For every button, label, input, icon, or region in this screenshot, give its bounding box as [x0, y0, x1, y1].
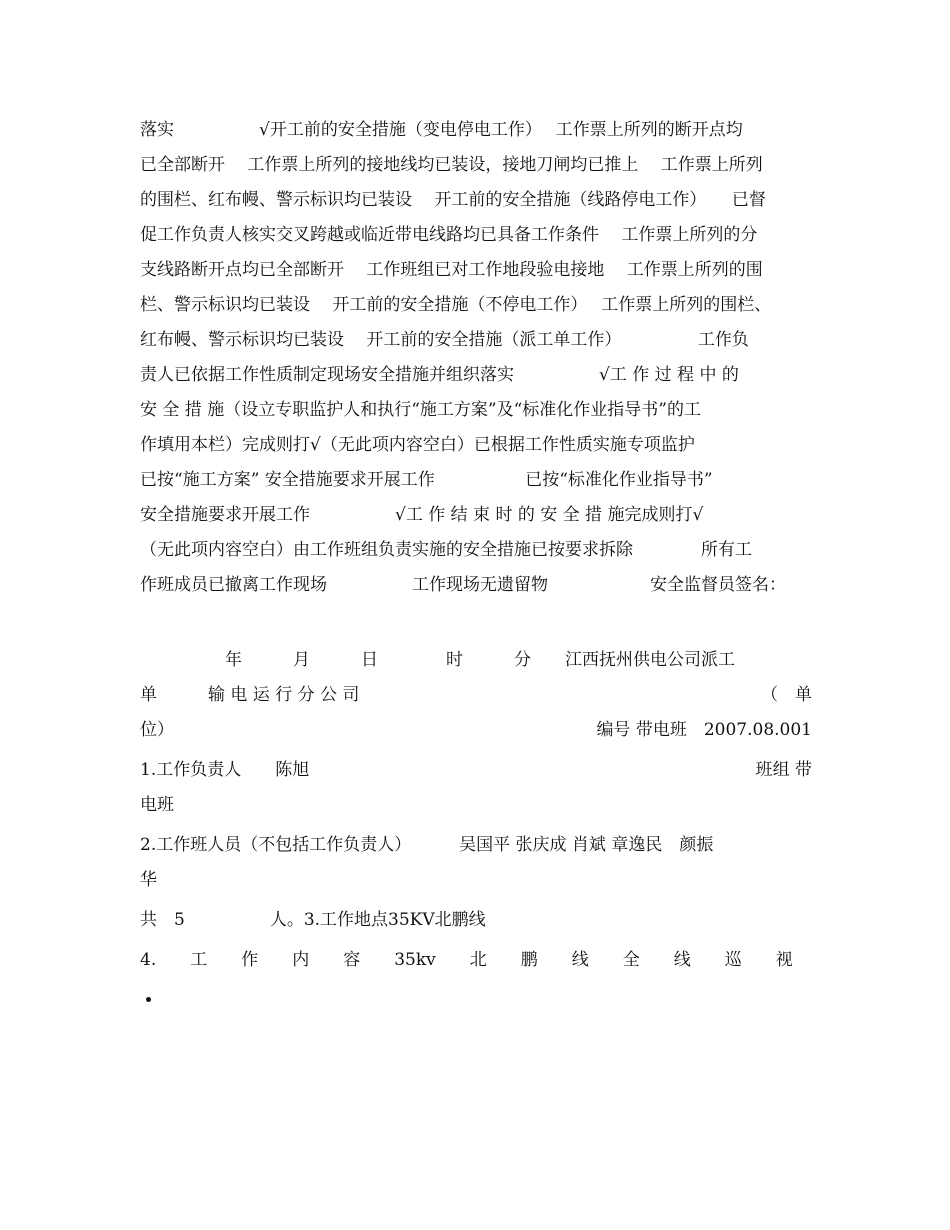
text-line-1: 落实 √开工前的安全措施（变电停电工作） 工作票上所列的断开点均 [140, 120, 743, 140]
text-line-5: 支线路断开点均已全部断开 工作班组已对工作地段验电接地 工作票上所列的围 [140, 260, 763, 280]
unit-bracket: （ 单 [761, 685, 812, 705]
text-line-6: 栏、警示标识均已装设 开工前的安全措施（不停电工作） 工作票上所列的围栏、 [140, 295, 772, 315]
count-location-row: 共 5 人。3.工作地点35KV北鹏线 [140, 910, 486, 930]
text-line-13: （无此项内容空白）由工作班组负责实施的安全措施已按要求拆除 所有工 [140, 540, 752, 560]
ticket-number: 编号 带电班 2007.08.001 [596, 720, 812, 740]
text-line-8: 责人已依据工作性质制定现场安全措施并组织落实 √工 作 过 程 中 的 [140, 365, 739, 385]
bullet-icon [146, 997, 151, 1002]
unit-row [140, 683, 812, 707]
team-label: 班组 带 [755, 760, 812, 780]
unit-name: 单 输 电 运 行 分 公 司 [140, 685, 360, 705]
work-leader: 1.工作负责人 陈旭 [140, 760, 310, 780]
work-content-row: 4. 工 作 内 容 35kv 北 鹏 线 全 线 巡 视 [140, 950, 793, 970]
text-line-9: 安 全 措 施（设立专职监护人和执行“施工方案”及“标准化作业指导书”的工 [140, 400, 701, 420]
unit-suffix: 位） [140, 720, 174, 740]
crew-row-2: 华 [140, 870, 157, 890]
leader-row [140, 758, 812, 782]
text-line-2: 已全部断开 工作票上所列的接地线均已装设，接地刀闸均已推上 工作票上所列 [140, 155, 763, 175]
team-name: 电班 [140, 795, 174, 815]
text-line-11: 已按“施工方案” 安全措施要求开展工作 已按“标准化作业指导书” [140, 470, 713, 490]
text-line-7: 红布幔、警示标识均已装设 开工前的安全措施（派工单工作） 工作负 [140, 330, 749, 350]
text-line-12: 安全措施要求开展工作 √工 作 结 束 时 的 安 全 措 施完成则打√ [140, 505, 704, 525]
text-line-4: 促工作负责人核实交叉跨越或临近带电线路均已具备工作条件 工作票上所列的分 [140, 225, 758, 245]
text-line-14: 作班成员已撤离工作现场 工作现场无遗留物 安全监督员签名： [140, 575, 786, 595]
signature-date-line: 年 月 日 时 分 江西抚州供电公司派工 [140, 650, 735, 670]
text-line-3: 的围栏、红布幔、警示标识均已装设 开工前的安全措施（线路停电工作） 已督 [140, 190, 766, 210]
text-line-10: 作填用本栏）完成则打√（无此项内容空白）已根据工作性质实施专项监护 [140, 435, 695, 455]
unit-row-2 [140, 718, 812, 742]
crew-row: 2.工作班人员（不包括工作负责人） 吴国平 张庆成 肖斌 章逸民 颜振 [140, 835, 714, 855]
